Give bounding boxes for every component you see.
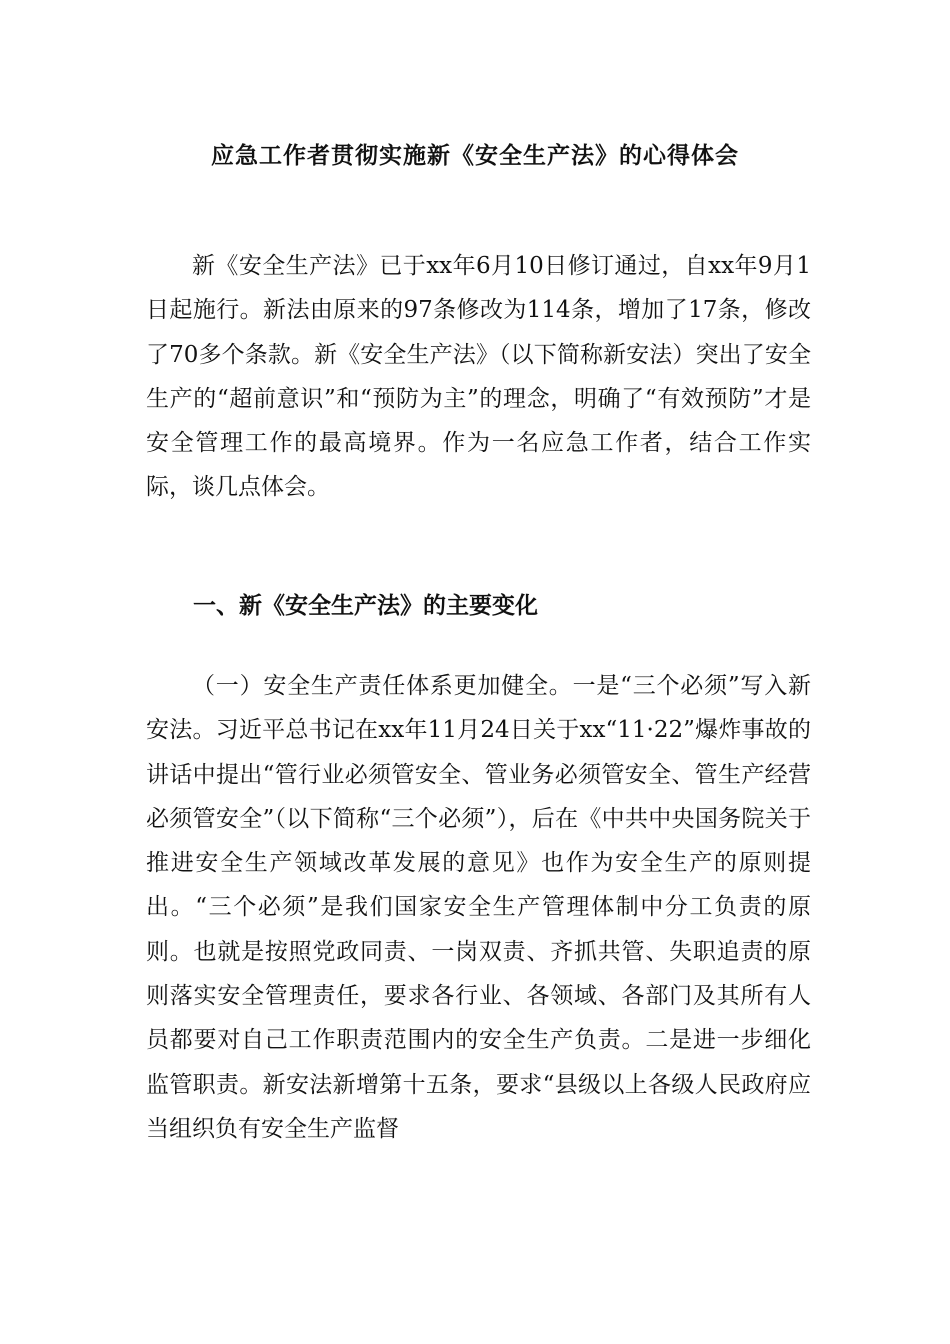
section-heading: 一、新《安全生产法》的主要变化	[193, 592, 538, 619]
document-title: 应急工作者贯彻实施新《安全生产法》的心得体会	[211, 142, 739, 170]
intro-paragraph: 新《安全生产法》已于xx年6月10日修订通过，自xx年9月1日起施行。新法由原来的97条修改为114条，增加了17条，修改了70多个条款。新《安全生产法》（以下简称新安法）突出了安全生产的“超前意识”和“预防为主”的理念，明确了“有效预防”才是安全管理工作的最高境界。作为一名应急工作者，结合工作实际，谈几点体会。	[146, 253, 811, 501]
section-paragraph: （一）安全生产责任体系更加健全。一是“三个必须”写入新安法。习近平总书记在xx年11月24日关于xx“11·22”爆炸事故的讲话中提出“管行业必须管安全、管业务必须管安全、管生产经营必须管安全”（以下简称“三个必须”），后在《中共中央国务院关于推进安全生产领域改革发展的意见》也作为安全生产的原则提出。“三个必须”是我们国家安全生产管理体制中分工负责的原则。也就是按照党政同责、一岗双责、齐抓共管、失职追责的原则落实安全管理责任，要求各行业、各领域、各部门及其所有人员都要对自己工作职责范围内的安全生产负责。二是进一步细化监管职责。新安法新增第十五条，要求“县级以上各级人民政府应当组织负有安全生产监督	[146, 673, 811, 1142]
